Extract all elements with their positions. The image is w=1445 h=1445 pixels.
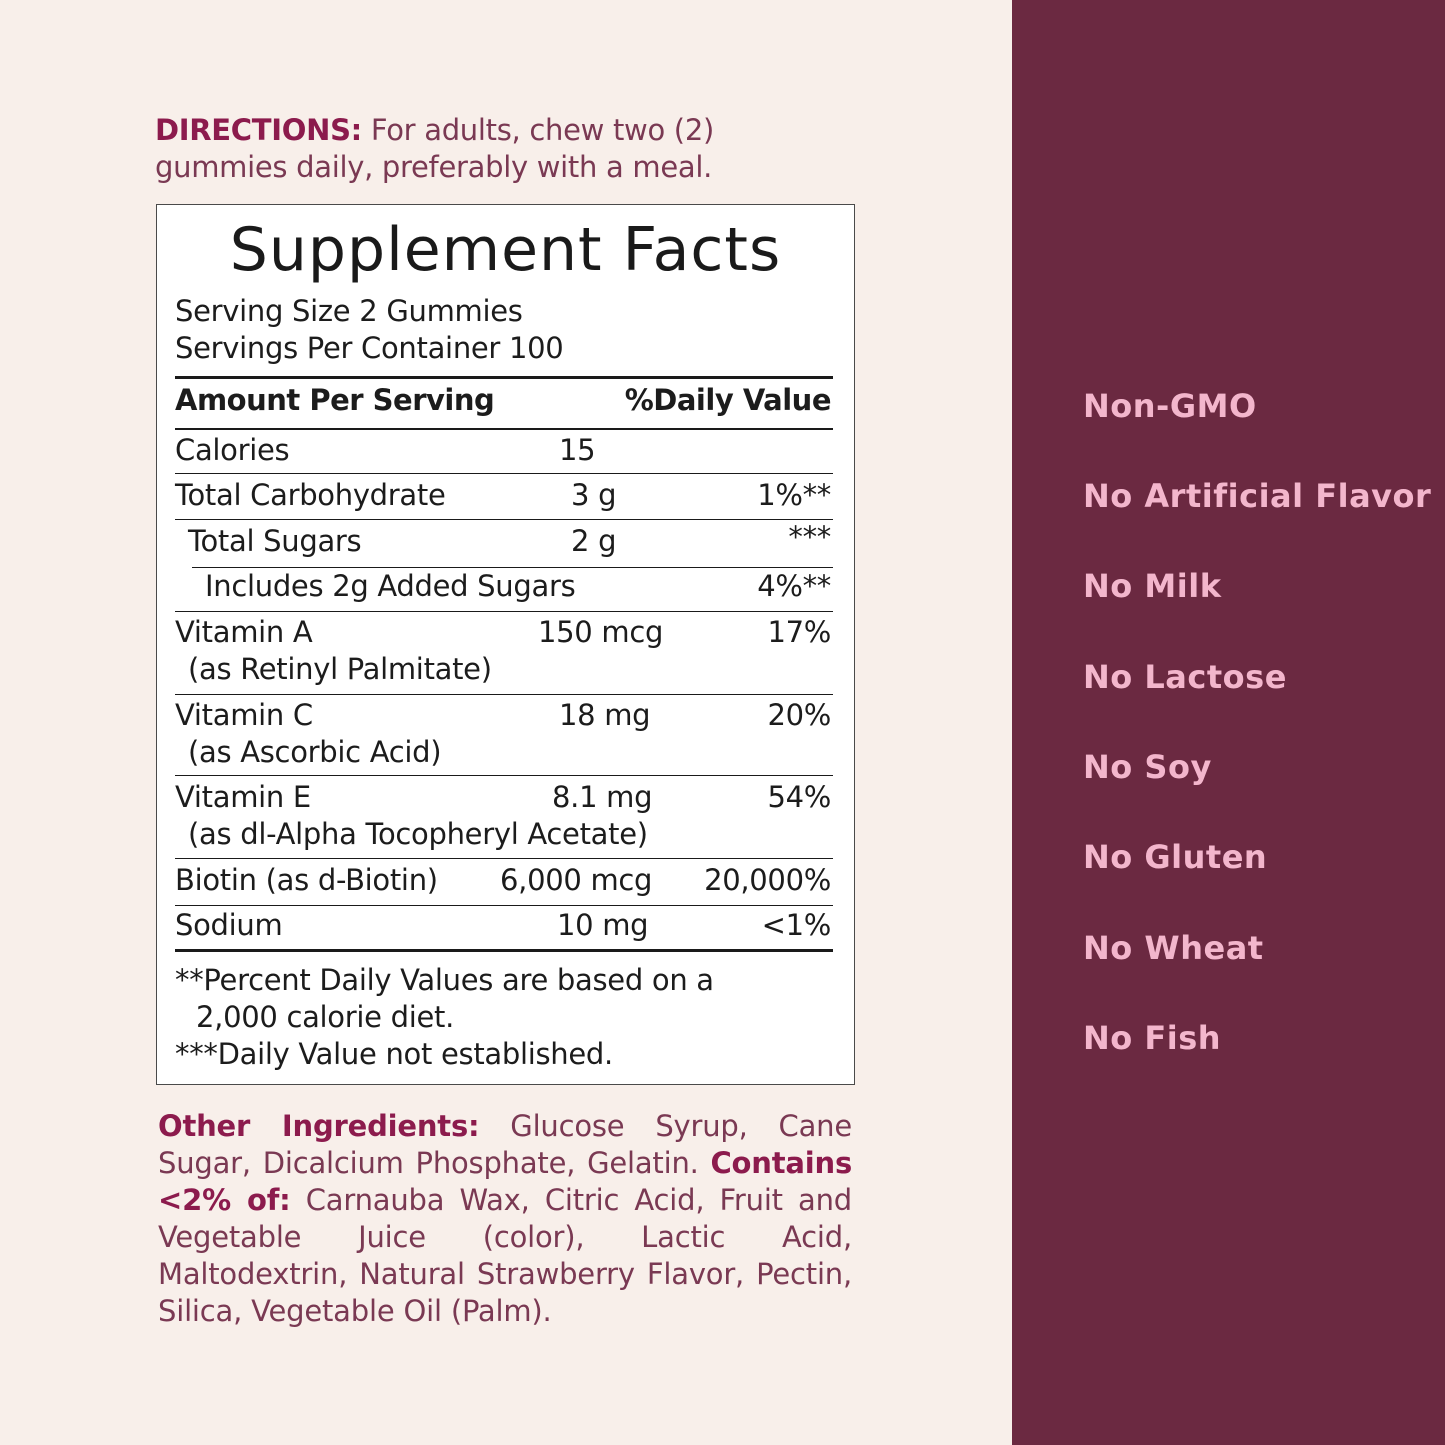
divider [175,519,833,520]
footnote-daily-values: **Percent Daily Values are based on a [175,963,714,997]
claim-no-milk: No Milk [1083,567,1222,605]
row-sugars-dv: *** [788,520,831,554]
thick-rule [175,949,833,952]
directions-label: DIRECTIONS: [155,113,362,147]
divider [175,694,833,695]
row-biotin-name: Biotin (as d-Biotin) [175,863,438,897]
row-vitamin-c-amount: 18 mg [559,698,651,732]
divider [175,858,833,859]
claim-no-gluten: No Gluten [1083,838,1268,876]
row-vitamin-e-amount: 8.1 mg [552,780,653,814]
row-vitamin-a-dv: 17% [767,615,831,649]
row-biotin-amount: 6,000 mcg [500,863,653,897]
row-vitamin-a-amount: 150 mcg [538,615,664,649]
contains-label: Contains <2% of: [158,1146,852,1217]
other-ingredients-label: Other Ingredients: [158,1109,480,1143]
claim-non-gmo: Non-GMO [1083,387,1257,425]
row-carb-amount: 3 g [571,478,617,512]
contains-list: Carnauba Wax, Citric Acid, Fruit and Vegetable Juice (color), Lactic Acid, Maltodextrin, Natural Strawberry Flavor, Pectin, Silica, Vegetable Oil (Palm). [158,1183,852,1328]
daily-value-header: %Daily Value [624,383,831,417]
divider [175,611,833,612]
row-sodium-amount: 10 mg [557,908,649,942]
row-vitamin-e-name: Vitamin E [175,780,311,814]
row-added-sugars-name: Includes 2g Added Sugars [205,569,576,603]
row-sugars-name: Total Sugars [188,524,362,558]
row-vitamin-e-source: (as dl-Alpha Tocopheryl Acetate) [188,817,648,851]
claim-no-wheat: No Wheat [1083,929,1264,967]
row-carb-name: Total Carbohydrate [175,478,446,512]
thick-rule [175,376,833,379]
directions-body: For adults, chew two (2) gummies daily, preferably with a meal. [155,113,714,184]
row-sodium-name: Sodium [175,908,283,942]
divider [175,473,833,474]
servings-per-container: Servings Per Container 100 [175,331,564,365]
claim-no-soy: No Soy [1083,748,1212,786]
amount-per-serving-header: Amount Per Serving [175,383,495,417]
claims-panel [1012,0,1445,1445]
facts-title: Supplement Facts [229,215,782,285]
footnote-not-established: ***Daily Value not established. [175,1037,613,1071]
serving-size: Serving Size 2 Gummies [175,294,523,328]
row-vitamin-c-name: Vitamin C [175,698,313,732]
row-carb-dv: 1%** [757,478,831,512]
row-vitamin-a-source: (as Retinyl Palmitate) [188,652,492,686]
footnote-calorie-diet: 2,000 calorie diet. [196,1000,454,1034]
other-ingredients [158,1108,852,1330]
row-calories-name: Calories [175,433,290,467]
supplement-facts-panel [156,204,855,1085]
divider [175,905,833,906]
row-calories-amount: 15 [559,433,596,467]
row-vitamin-c-dv: 20% [767,698,831,732]
row-vitamin-a-name: Vitamin A [175,615,313,649]
row-added-sugars-dv: 4%** [757,569,831,603]
claim-no-artificial-flavor: No Artificial Flavor [1083,477,1432,515]
row-biotin-dv: 20,000% [704,863,831,897]
row-sugars-amount: 2 g [571,524,617,558]
directions-text [155,112,855,186]
row-sodium-dv: <1% [761,908,831,942]
row-vitamin-e-dv: 54% [767,780,831,814]
other-ingredients-list: Glucose Syrup, Cane Sugar, Dicalcium Phosphate, Gelatin. [158,1109,852,1180]
claim-no-fish: No Fish [1083,1019,1222,1057]
divider [175,775,833,776]
row-vitamin-c-source: (as Ascorbic Acid) [188,735,442,769]
claim-no-lactose: No Lactose [1083,658,1287,696]
divider [175,428,833,430]
